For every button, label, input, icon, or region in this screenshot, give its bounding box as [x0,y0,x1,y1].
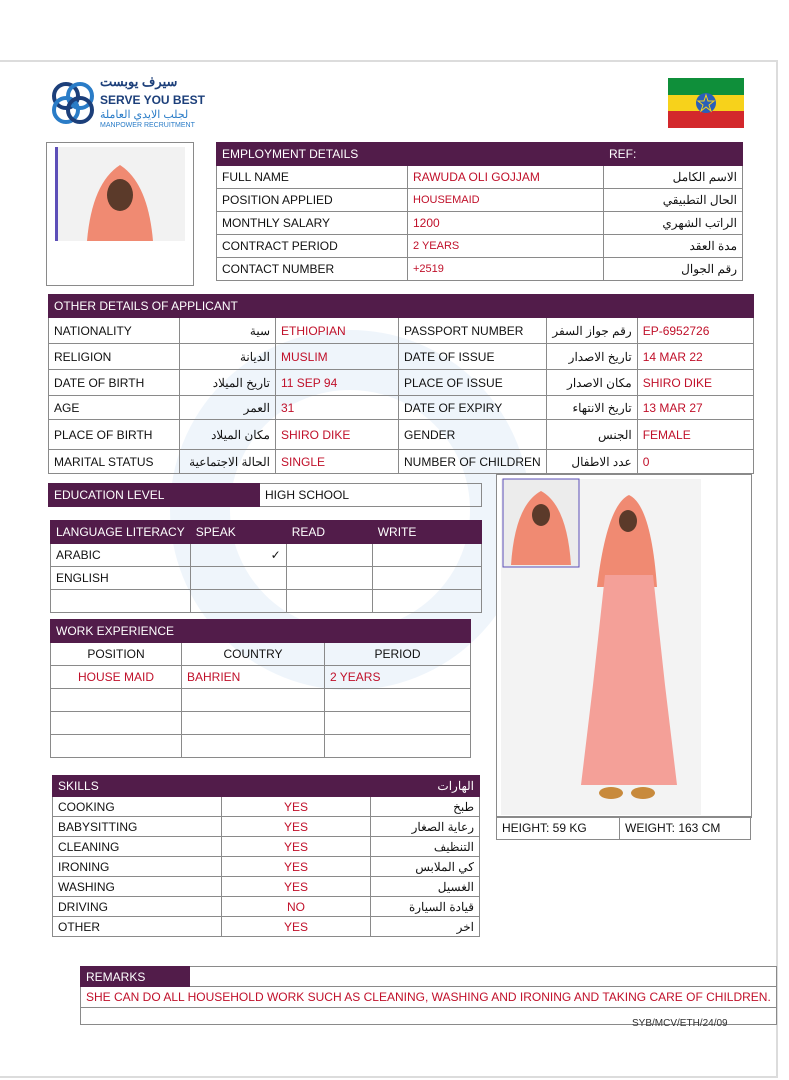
logo-arabic-name: سيرف يوبست [100,74,178,89]
gender-value: FEMALE [637,420,753,450]
logo-name: SERVE YOU BEST [100,93,205,107]
arabic-write [372,544,481,567]
full-name-ar: الاسم الكامل [604,166,743,189]
salary-value: 1200 [408,212,604,235]
arabic-speak-check: ✓ [190,544,286,567]
remarks-header: REMARKS [81,967,190,987]
work-cell [325,689,471,712]
work-cell [325,735,471,758]
applicant-full-photo [496,474,752,818]
religion-ar: الديانة [180,344,276,370]
work-country: BAHRIEN [182,666,325,689]
employment-details-table [216,142,743,281]
logo-arabic-sub: لجلب الايدي العاملة [100,109,189,121]
gender-ar: الجنس [546,420,637,450]
issue-place-ar: مكان الاصدار [546,370,637,396]
skill-ironing-ar: كي الملابس [371,857,480,877]
arabic-read [286,544,372,567]
marital-label: MARITAL STATUS [49,450,180,474]
marital-ar: الحالة الاجتماعية [180,450,276,474]
read-header: READ [286,521,372,544]
issue-date-value: 14 MAR 22 [637,344,753,370]
skill-driving-value: NO [222,897,371,917]
expiry-label: DATE OF EXPIRY [399,396,547,420]
work-row-empty [51,712,182,735]
contact-value: +2519 [408,258,604,281]
work-header: WORK EXPERIENCE [51,620,325,643]
position-label: POSITION APPLIED [217,189,408,212]
salary-ar: الراتب الشهري [604,212,743,235]
passport-label: PASSPORT NUMBER [399,318,547,344]
dob-label: DATE OF BIRTH [49,370,180,396]
birth-place-value: SHIRO DIKE [276,420,399,450]
remarks-text: SHE CAN DO ALL HOUSEHOLD WORK SUCH AS CLEANING, WASHING AND IRONING AND TAKING CARE OF CHILDREN. [81,987,777,1008]
col-country: COUNTRY [182,643,325,666]
religion-label: RELIGION [49,344,180,370]
nationality-value: ETHIOPIAN [276,318,399,344]
children-ar: عدد الاطفال [546,450,637,474]
birth-place-label: PLACE OF BIRTH [49,420,180,450]
issue-place-label: PLACE OF ISSUE [399,370,547,396]
skill-washing-ar: الغسيل [371,877,480,897]
skill-babysitting-ar: رعاية الصغار [371,817,480,837]
write-header: WRITE [372,521,481,544]
skill-other-value: YES [222,917,371,937]
skill-other-ar: اخر [371,917,480,937]
english-speak [190,567,286,590]
empty-speak [190,590,286,613]
skill-ironing: IRONING [53,857,222,877]
work-row-empty [51,735,182,758]
marital-value: SINGLE [276,450,399,474]
expiry-ar: تاريخ الانتهاء [546,396,637,420]
issue-date-ar: تاريخ الاصدار [546,344,637,370]
religion-value: MUSLIM [276,344,399,370]
skill-cleaning: CLEANING [53,837,222,857]
expiry-value: 13 MAR 27 [637,396,753,420]
age-value: 31 [276,396,399,420]
work-experience-table [50,619,471,758]
contract-ar: مدة العقد [604,235,743,258]
other-details-table [48,294,754,474]
issue-date-label: DATE OF ISSUE [399,344,547,370]
full-name-value: RAWUDA OLI GOJJAM [408,166,604,189]
lang-english: ENGLISH [51,567,191,590]
empty-write [372,590,481,613]
position-value: HOUSEMAID [408,189,604,212]
contract-label: CONTRACT PERIOD [217,235,408,258]
children-value: 0 [637,450,753,474]
skill-driving: DRIVING [53,897,222,917]
children-label: NUMBER OF CHILDREN [399,450,547,474]
work-position: HOUSE MAID [51,666,182,689]
work-cell [182,689,325,712]
company-logo-icon [50,80,96,126]
skill-babysitting-value: YES [222,817,371,837]
language-header: LANGUAGE LITERACY [51,521,191,544]
col-position: POSITION [51,643,182,666]
col-period: PERIOD [325,643,471,666]
skill-driving-ar: قيادة السيارة [371,897,480,917]
nationality-ar: سية [180,318,276,344]
work-cell [182,735,325,758]
work-cell [325,712,471,735]
skill-ironing-value: YES [222,857,371,877]
weight-value: WEIGHT: 163 CM [620,817,751,840]
education-value: HIGH SCHOOL [260,484,482,507]
english-read [286,567,372,590]
applicant-portrait-photo [46,142,194,286]
position-ar: الحال التطبيقي [604,189,743,212]
skill-cooking: COOKING [53,797,222,817]
skill-cleaning-value: YES [222,837,371,857]
english-write [372,567,481,590]
remarks-table [80,966,777,1025]
skill-cooking-value: YES [222,797,371,817]
skills-header-ar: الهارات [371,776,480,797]
education-label: EDUCATION LEVEL [49,484,260,507]
dob-value: 11 SEP 94 [276,370,399,396]
skill-cooking-ar: طبخ [371,797,480,817]
other-details-header: OTHER DETAILS OF APPLICANT [49,295,399,318]
passport-ar: رقم جواز السفر [546,318,637,344]
work-row-empty [51,689,182,712]
gender-label: GENDER [399,420,547,450]
speak-header: SPEAK [190,521,286,544]
age-ar: العمر [180,396,276,420]
skill-other: OTHER [53,917,222,937]
measurements-table [496,816,751,840]
skill-cleaning-ar: التنظيف [371,837,480,857]
issue-place-value: SHIRO DIKE [637,370,753,396]
language-table [50,520,482,613]
lang-empty [51,590,191,613]
dob-ar: تاريخ الميلاد [180,370,276,396]
skills-header: SKILLS [53,776,371,797]
skills-table [52,775,480,937]
contact-ar: رقم الجوال [604,258,743,281]
work-period: 2 YEARS [325,666,471,689]
full-name-label: FULL NAME [217,166,408,189]
salary-label: MONTHLY SALARY [217,212,408,235]
skill-babysitting: BABYSITTING [53,817,222,837]
full-body-image-icon [497,475,751,817]
age-label: AGE [49,396,180,420]
ethiopia-flag-icon [668,78,744,128]
skill-washing-value: YES [222,877,371,897]
height-value: HEIGHT: 59 KG [497,817,620,840]
birth-place-ar: مكان الميلاد [180,420,276,450]
logo-sub: MANPOWER RECRUITMENT [100,122,195,129]
passport-value: EP-6952726 [637,318,753,344]
ref-label: REF: [604,143,743,166]
education-table [48,483,482,507]
work-cell [182,712,325,735]
empty-read [286,590,372,613]
nationality-label: NATIONALITY [49,318,180,344]
employment-header: EMPLOYMENT DETAILS [217,143,604,166]
portrait-image-icon [47,143,193,285]
contact-label: CONTACT NUMBER [217,258,408,281]
contract-value: 2 YEARS [408,235,604,258]
skill-washing: WASHING [53,877,222,897]
document-code: SYB/MCV/ETH/24/09 [632,1018,728,1029]
lang-arabic: ARABIC [51,544,191,567]
